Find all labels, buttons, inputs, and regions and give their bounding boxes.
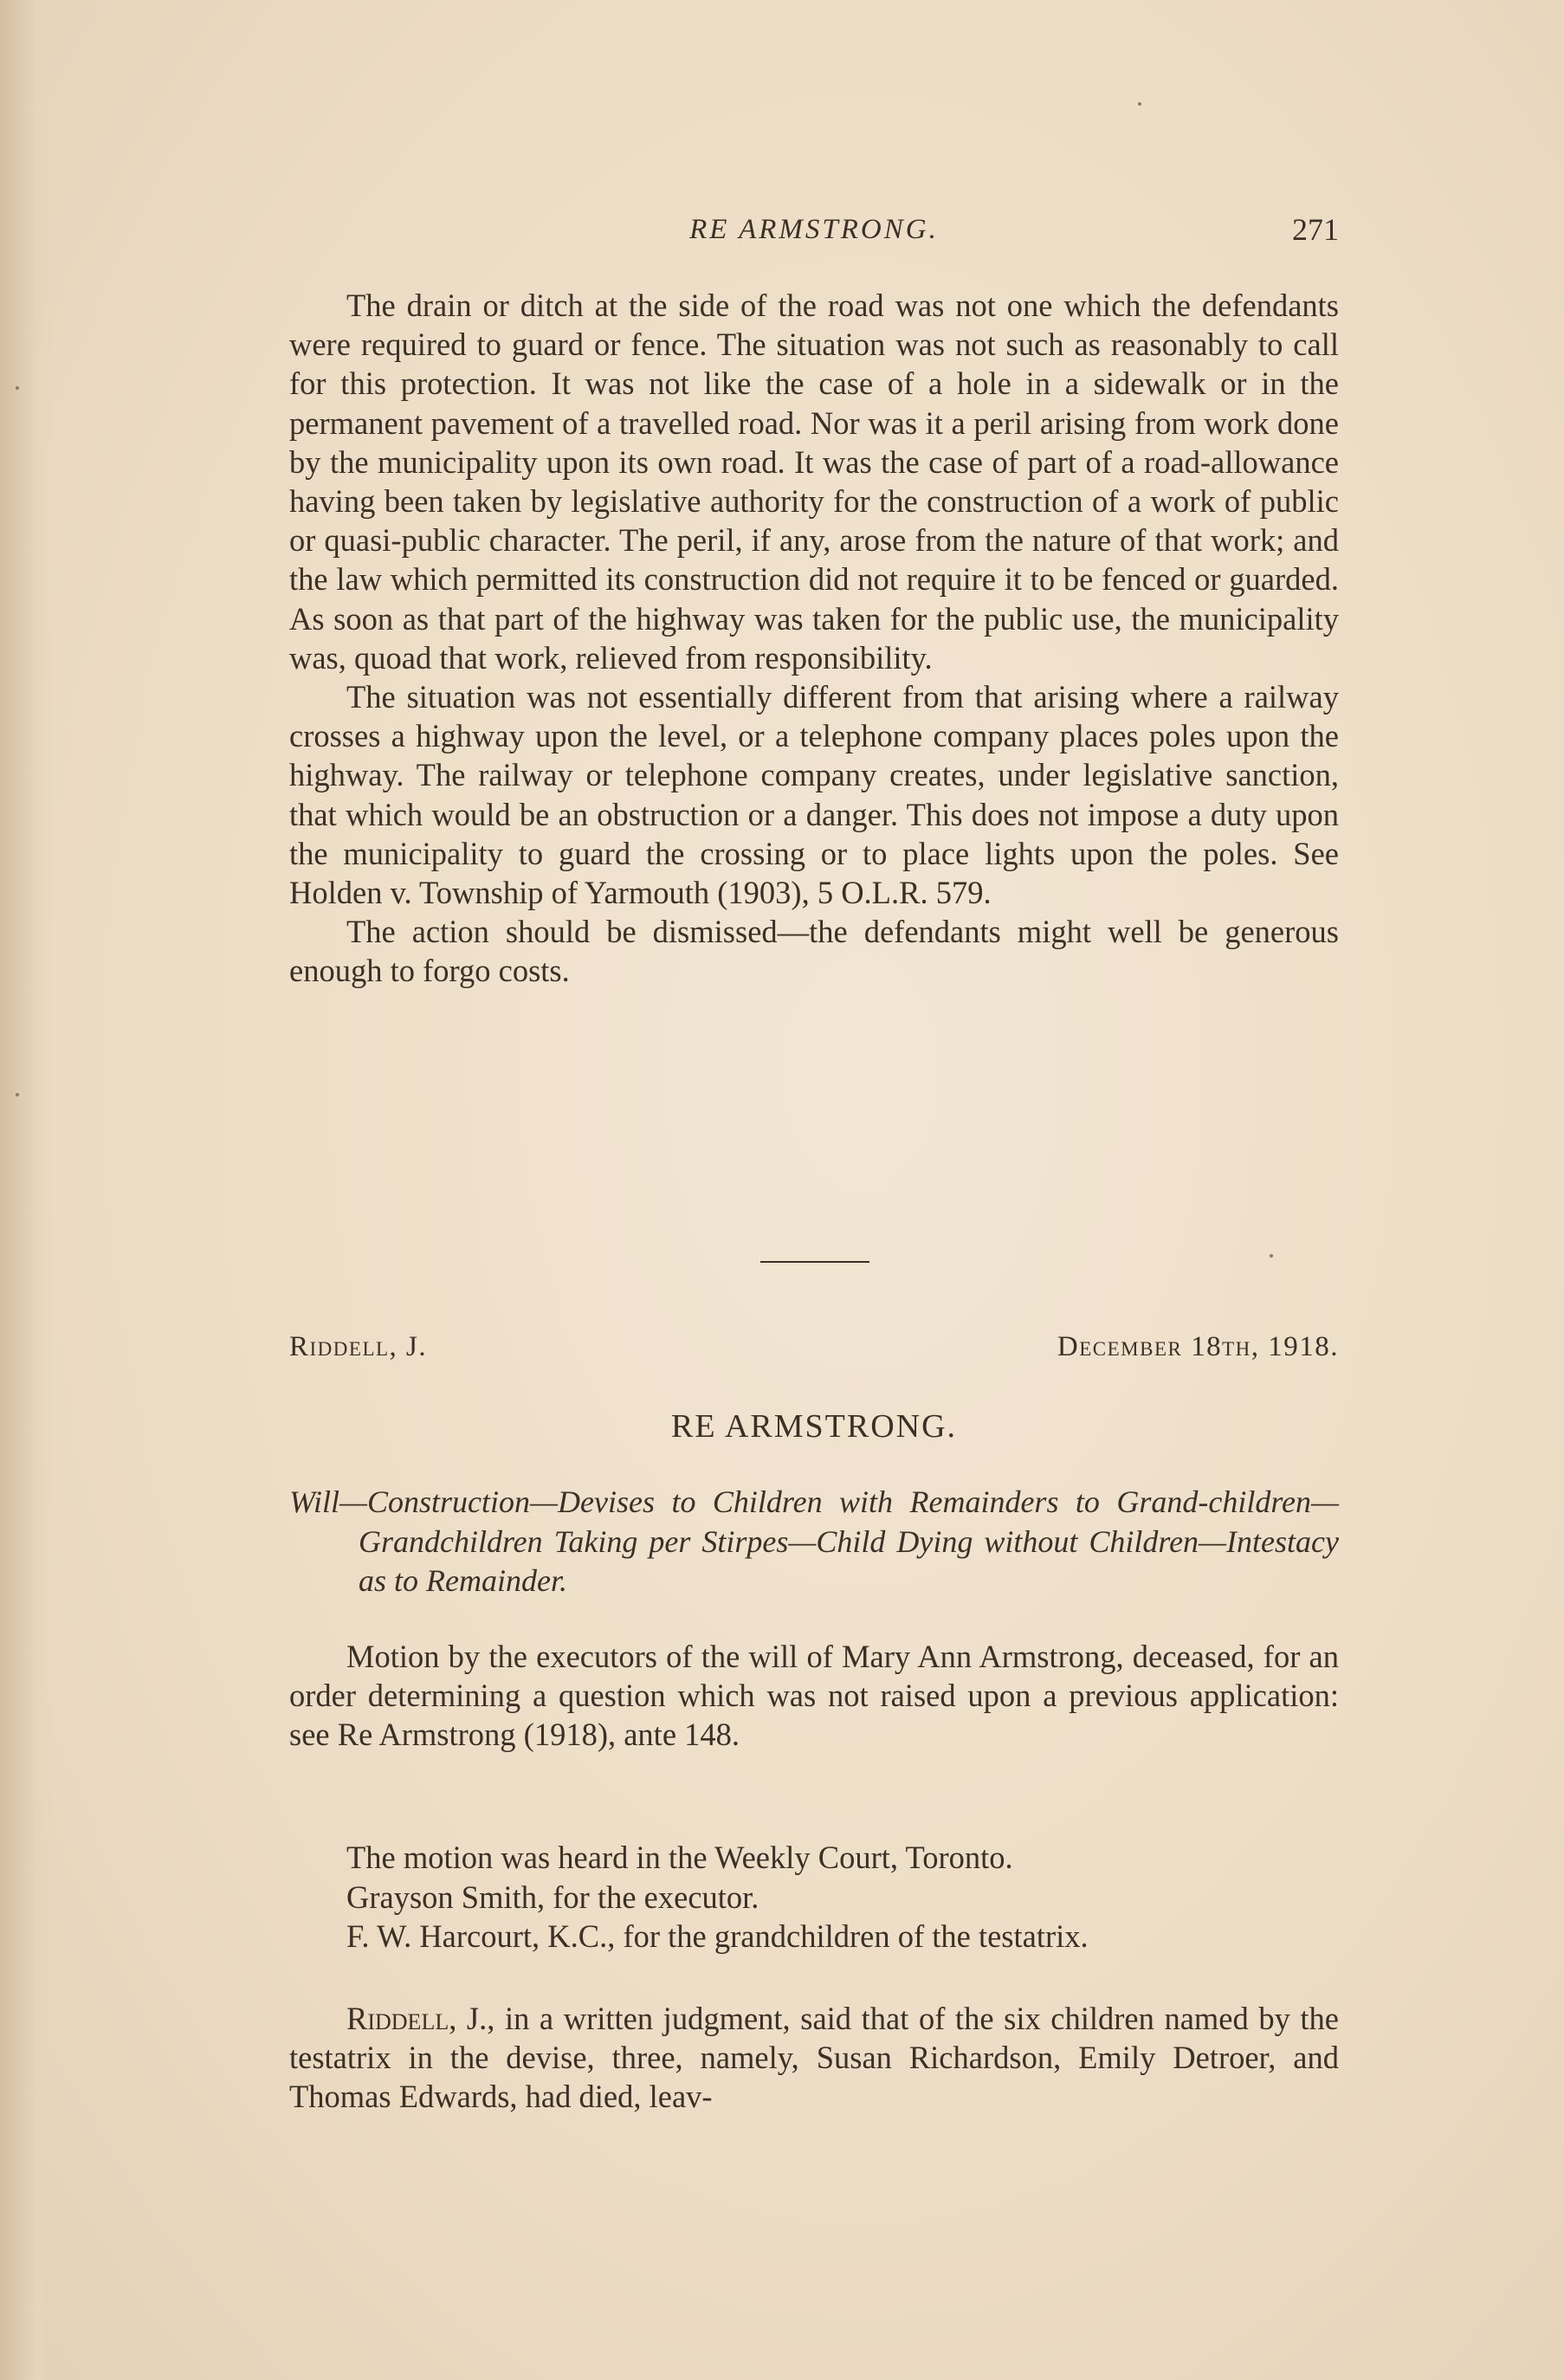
motion-paragraph bbox=[289, 1637, 1339, 1755]
judgment-paragraph bbox=[289, 1999, 1339, 2117]
appearance-line: Grayson Smith, for the executor. bbox=[346, 1879, 759, 1915]
case-title: RE ARMSTRONG. bbox=[670, 1408, 958, 1445]
decision-date: December 18th, 1918. bbox=[1057, 1331, 1339, 1362]
paragraph: Motion by the executors of the will of Mary Ann Armstrong, deceased, for an order determining a question which was not raised upon a previous application: see Re Armstrong (1918), ante 148. bbox=[289, 1639, 1339, 1753]
running-head bbox=[289, 208, 1339, 251]
judgment-judge-name: Riddell, J. bbox=[346, 2001, 488, 2036]
section-divider bbox=[760, 1261, 869, 1263]
appearances bbox=[289, 1838, 1339, 1956]
paragraph bbox=[289, 1999, 1339, 2117]
page-spine-shadow bbox=[0, 0, 52, 2380]
judge-name: Riddell, J. bbox=[289, 1331, 428, 1362]
paragraph: The situation was not essentially different from that arising where a railway crosses a highway upon the level, or a telephone company places poles upon the highway. The railway or telephone company creates, under legislative sanction, that which would be an obstruction or a danger. This does not impose a duty upon the municipality to guard the crossing or to place lights upon the poles. See Holden v. Township of Yarmouth (1903), 5 O.L.R. 579. bbox=[289, 679, 1339, 911]
running-title: RE ARMSTRONG. bbox=[689, 214, 939, 245]
page-number: 271 bbox=[1292, 212, 1339, 247]
case-byline bbox=[289, 1325, 1339, 1368]
paragraph: The drain or ditch at the side of the road was not one which the defendants were required to guard or fence. The situation was not such as reasonably to call for this protection. It was not like the case of a hole in a sidewalk or in the permanent pavement of a travelled road. Nor was it a peril arising from work done by the municipality upon its own road. It was the case of part of a road-allowance having been taken by legislative authority for the construction of a work of public or quasi-public character. The peril, if any, arose from the nature of that work; and the law which permitted its construction did not require it to be fenced or guarded. As soon as that part of the highway was taken for the public use, the municipality was, quoad that work, relieved from responsibility. bbox=[289, 288, 1339, 676]
judgment-text: , in a written judgment, said that of the six children named by the testatrix in the devise, three, namely, Susan Richardson, Emily Detroer, and Thomas Edwards, had died, leav- bbox=[289, 2001, 1340, 2115]
paragraph: The action should be dismissed—the defendants might well be generous enough to forgo costs. bbox=[289, 914, 1339, 989]
appearance-line: F. W. Harcourt, K.C., for the grandchildren of the testatrix. bbox=[346, 1918, 1089, 1954]
appearance-line: The motion was heard in the Weekly Court, Toronto. bbox=[346, 1840, 1013, 1875]
paper-speck bbox=[16, 1093, 19, 1096]
headnote: Will—Construction—Devises to Children with Remainders to Grand-children—Grandchildren Taking per Stirpes—Child Dying without Children—Intestacy as to Remainder. bbox=[289, 1484, 1339, 1598]
paper-speck bbox=[1138, 102, 1141, 106]
paper-speck bbox=[1270, 1254, 1273, 1258]
continuation-text bbox=[289, 286, 1339, 991]
paper-speck bbox=[16, 386, 19, 390]
